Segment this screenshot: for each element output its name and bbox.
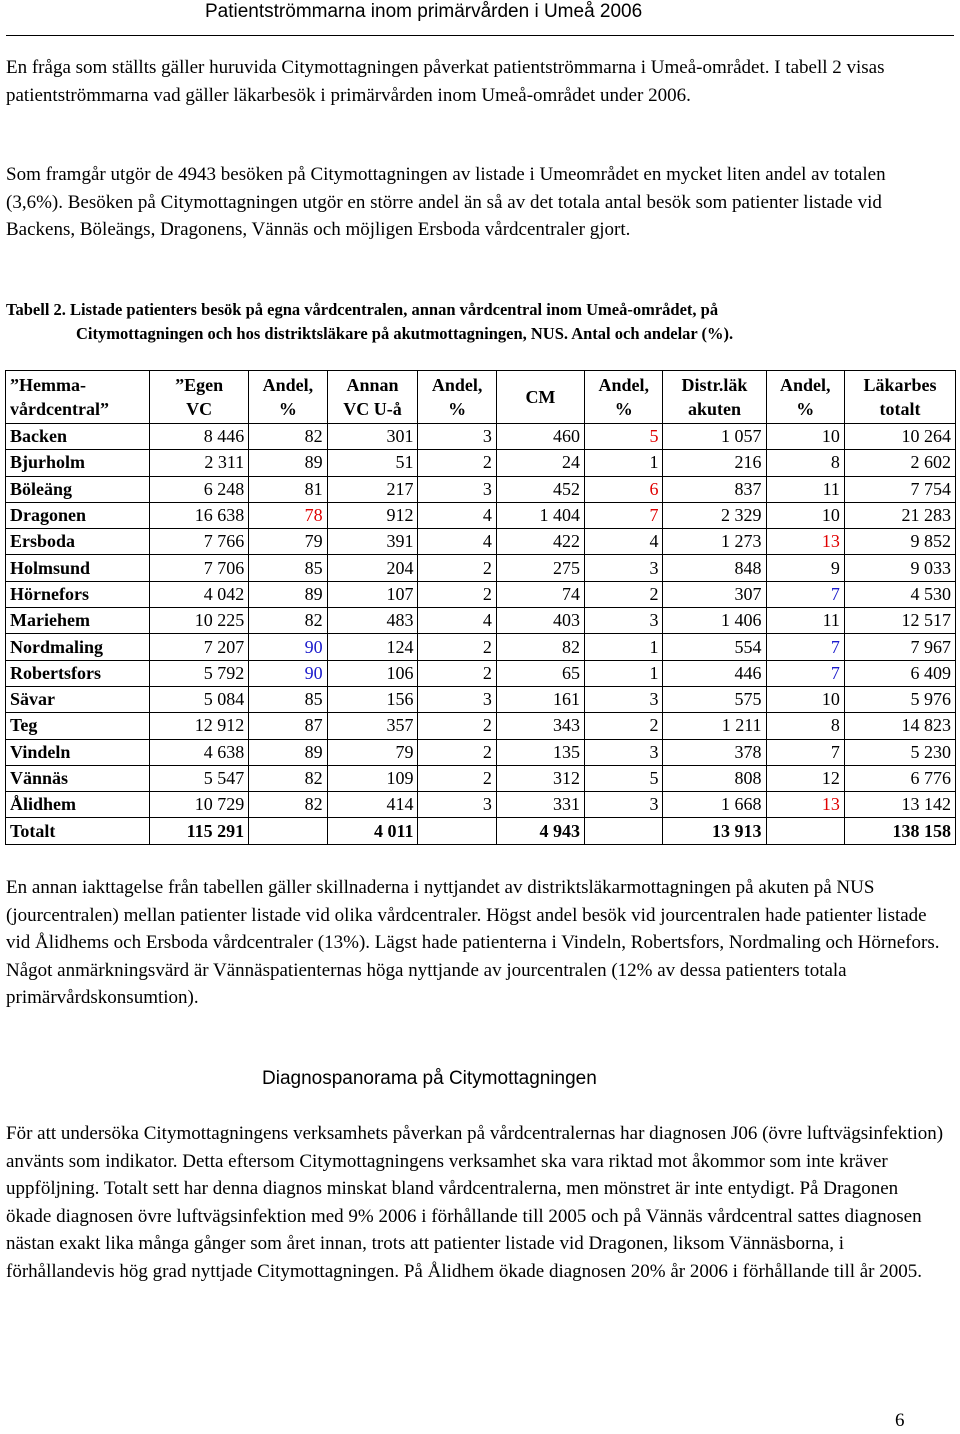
table-cell: 378 bbox=[663, 739, 766, 765]
table-cell: 10 bbox=[766, 502, 844, 528]
page-number: 6 bbox=[895, 1410, 905, 1431]
table-cell: 452 bbox=[496, 476, 584, 502]
paragraph-diagnosis: För att undersöka Citymottagningens verksamhets påverkan på vårdcentralernas har diagnosen J06 (övre luftvägsinfektion) använts som indikator. Detta eftersom Citymottagningens verksamhet ska vara riktad mot åkommor som inte kräver uppföljning. Totalt sett har denna diagnos minskat bland vårdcentralerna, men mönstret är inte entydigt. På Dragonen ökade diagnosen övre luftvägsinfektion med 9% 2006 i förhållande till 2005 och på Vännäs vårdcentral sattes diagnosen nästan exakt lika många gånger som året innan, trots att patienter listade vid Dragonen, liksom Vännäsborna, i förhållandevis hög grad nyttjade Citymottagningen. På Ålidhem ökade diagnosen 20% år 2006 i förhållande till år 2005. bbox=[6, 1123, 944, 1282]
table-cell: 78 bbox=[249, 502, 327, 528]
column-header bbox=[766, 371, 844, 424]
table-total-row bbox=[6, 818, 956, 844]
table-cell: 2 bbox=[418, 765, 496, 791]
table-row bbox=[6, 634, 956, 660]
table-cell: 2 bbox=[418, 634, 496, 660]
column-header-line: akuten bbox=[687, 399, 741, 419]
row-label-cell: Ålidhem bbox=[6, 792, 150, 818]
table-row bbox=[6, 424, 956, 450]
table-cell: 3 bbox=[418, 686, 496, 712]
table-cell: 16 638 bbox=[150, 502, 249, 528]
table-cell: 1 bbox=[585, 450, 663, 476]
table-body bbox=[6, 424, 956, 845]
row-label-cell: Mariehem bbox=[6, 608, 150, 634]
column-header-line: % bbox=[614, 399, 633, 419]
row-label-cell: Vindeln bbox=[6, 739, 150, 765]
table-cell: 1 406 bbox=[663, 608, 766, 634]
table-cell: 1 bbox=[585, 660, 663, 686]
row-label-cell: Holmsund bbox=[6, 555, 150, 581]
table-cell: 1 273 bbox=[663, 529, 766, 555]
table-cell: 3 bbox=[418, 476, 496, 502]
table-cell: 3 bbox=[585, 555, 663, 581]
table-cell: 13 bbox=[766, 529, 844, 555]
table-cell: 2 bbox=[418, 713, 496, 739]
table-cell: 14 823 bbox=[844, 713, 955, 739]
table-cell: 7 bbox=[585, 502, 663, 528]
table-cell: 1 668 bbox=[663, 792, 766, 818]
table-cell: 2 bbox=[585, 713, 663, 739]
table-cell: 3 bbox=[585, 608, 663, 634]
column-header bbox=[844, 371, 955, 424]
table-header-row bbox=[6, 371, 956, 424]
column-header-line: Andel, bbox=[262, 375, 314, 395]
table-cell: 81 bbox=[249, 476, 327, 502]
table-cell: 82 bbox=[249, 424, 327, 450]
table-cell bbox=[249, 818, 327, 844]
table-cell: 307 bbox=[663, 581, 766, 607]
table-cell: 5 bbox=[585, 424, 663, 450]
table-cell: 391 bbox=[327, 529, 418, 555]
table-cell: 89 bbox=[249, 581, 327, 607]
table-cell: 13 913 bbox=[663, 818, 766, 844]
table-row bbox=[6, 476, 956, 502]
row-label-cell: Ersboda bbox=[6, 529, 150, 555]
table-caption bbox=[6, 298, 936, 346]
table-cell: 312 bbox=[496, 765, 584, 791]
table-row bbox=[6, 686, 956, 712]
table-cell: 446 bbox=[663, 660, 766, 686]
table-cell: 79 bbox=[249, 529, 327, 555]
table-cell bbox=[418, 818, 496, 844]
table-cell: 10 bbox=[766, 686, 844, 712]
table-cell: 82 bbox=[249, 765, 327, 791]
table-cell: 6 bbox=[585, 476, 663, 502]
table-cell: 837 bbox=[663, 476, 766, 502]
table-cell: 82 bbox=[496, 634, 584, 660]
table-cell: 808 bbox=[663, 765, 766, 791]
table-cell: 554 bbox=[663, 634, 766, 660]
table-cell: 4 530 bbox=[844, 581, 955, 607]
table-cell: 275 bbox=[496, 555, 584, 581]
table-cell: 79 bbox=[327, 739, 418, 765]
table-cell: 7 754 bbox=[844, 476, 955, 502]
table-cell: 9 852 bbox=[844, 529, 955, 555]
column-header-line: VC bbox=[186, 399, 213, 419]
table-cell: 460 bbox=[496, 424, 584, 450]
row-label-cell: Dragonen bbox=[6, 502, 150, 528]
table-row bbox=[6, 608, 956, 634]
table-cell: 1 211 bbox=[663, 713, 766, 739]
paragraph-intro: En fråga som ställts gäller huruvida Citymottagningen påverkat patientströmmarna i Umeå-området. I tabell 2 visas patientströmmarna vad gäller läkarbesök i primärvården inom Umeå-området under 2006. bbox=[6, 57, 885, 106]
column-header bbox=[150, 371, 249, 424]
table-cell: 11 bbox=[766, 608, 844, 634]
table-row bbox=[6, 581, 956, 607]
table-cell: 1 404 bbox=[496, 502, 584, 528]
table-cell: 10 264 bbox=[844, 424, 955, 450]
table-cell: 12 517 bbox=[844, 608, 955, 634]
table-cell: 331 bbox=[496, 792, 584, 818]
table-cell: 6 409 bbox=[844, 660, 955, 686]
table-cell: 74 bbox=[496, 581, 584, 607]
table-cell: 7 706 bbox=[150, 555, 249, 581]
table-cell: 89 bbox=[249, 739, 327, 765]
table-cell: 12 bbox=[766, 765, 844, 791]
row-label-cell: Backen bbox=[6, 424, 150, 450]
table-cell: 483 bbox=[327, 608, 418, 634]
table-cell: 2 bbox=[418, 450, 496, 476]
table-cell: 7 207 bbox=[150, 634, 249, 660]
row-label-cell: Hörnefors bbox=[6, 581, 150, 607]
table-cell: 8 bbox=[766, 450, 844, 476]
table-cell: 2 311 bbox=[150, 450, 249, 476]
table-cell: 4 011 bbox=[327, 818, 418, 844]
table-row bbox=[6, 529, 956, 555]
row-label-cell: Vännäs bbox=[6, 765, 150, 791]
table-caption-line-2: Citymottagningen och hos distriktsläkare på akutmottagningen, NUS. Antal och andelar (%). bbox=[76, 324, 734, 343]
column-header-line: % bbox=[796, 399, 815, 419]
table-cell: 21 283 bbox=[844, 502, 955, 528]
table-cell: 82 bbox=[249, 792, 327, 818]
table-row bbox=[6, 765, 956, 791]
table-cell: 4 638 bbox=[150, 739, 249, 765]
table-cell: 109 bbox=[327, 765, 418, 791]
table-cell: 7 bbox=[766, 660, 844, 686]
column-header-line: Andel, bbox=[598, 375, 649, 395]
table-row bbox=[6, 792, 956, 818]
row-label-cell: Bjurholm bbox=[6, 450, 150, 476]
table-cell: 8 446 bbox=[150, 424, 249, 450]
column-header bbox=[6, 371, 150, 424]
column-header-line: Andel, bbox=[779, 375, 831, 395]
row-label-cell: Teg bbox=[6, 713, 150, 739]
column-header-line: ”Hemma- bbox=[10, 375, 86, 395]
table-cell: 575 bbox=[663, 686, 766, 712]
table-cell: 161 bbox=[496, 686, 584, 712]
table-cell: 8 bbox=[766, 713, 844, 739]
table-row bbox=[6, 660, 956, 686]
column-header-line: vårdcentral” bbox=[10, 399, 109, 419]
table-cell: 357 bbox=[327, 713, 418, 739]
column-header-line: Annan bbox=[346, 375, 399, 395]
table-cell: 5 bbox=[585, 765, 663, 791]
column-header-line: totalt bbox=[879, 399, 921, 419]
table-cell: 4 bbox=[418, 502, 496, 528]
table-cell: 65 bbox=[496, 660, 584, 686]
table-cell: 848 bbox=[663, 555, 766, 581]
running-header: Patientströmmarna inom primärvården i Umeå 2006 bbox=[205, 1, 643, 22]
table-cell: 13 bbox=[766, 792, 844, 818]
paragraph-jourcentral: En annan iakttagelse från tabellen gäller skillnaderna i nyttjandet av distriktsläkarmottagningen på akuten på NUS (jourcentralen) mellan patienter listade vid olika vårdcentraler. Högst andel besök vid jourcentralen hade patienter listade vid Ålidhems och Ersboda vårdcentraler (13%). Lägst hade patienterna i Vindeln, Robertsfors, Nordmaling och Hörnefors. Något anmärkningsvärd är Vännäspatienternas höga nyttjande av jourcentralen (12% av dessa patienters totala primärvårdskonsumtion). bbox=[6, 877, 940, 1008]
table-cell: 7 bbox=[766, 634, 844, 660]
table-cell: 124 bbox=[327, 634, 418, 660]
table-cell: 7 bbox=[766, 581, 844, 607]
table-cell: 216 bbox=[663, 450, 766, 476]
table-row bbox=[6, 502, 956, 528]
column-header-line: ”Egen bbox=[175, 375, 224, 395]
table-cell: 89 bbox=[249, 450, 327, 476]
table-cell: 4 042 bbox=[150, 581, 249, 607]
table-cell: 2 bbox=[418, 660, 496, 686]
column-header bbox=[249, 371, 327, 424]
table-cell: 7 766 bbox=[150, 529, 249, 555]
table-cell: 10 729 bbox=[150, 792, 249, 818]
table-cell: 3 bbox=[585, 792, 663, 818]
table-cell: 5 084 bbox=[150, 686, 249, 712]
table-cell: 4 943 bbox=[496, 818, 584, 844]
column-header-line: VC U-å bbox=[343, 399, 402, 419]
table-cell: 85 bbox=[249, 686, 327, 712]
table-cell: 5 230 bbox=[844, 739, 955, 765]
column-header-line: % bbox=[448, 399, 467, 419]
paragraph-citymottagningen-share bbox=[6, 161, 946, 244]
table-cell: 106 bbox=[327, 660, 418, 686]
table-cell: 7 967 bbox=[844, 634, 955, 660]
table-cell: 51 bbox=[327, 450, 418, 476]
table-cell: 1 057 bbox=[663, 424, 766, 450]
section-heading: Diagnospanorama på Citymottagningen bbox=[262, 1068, 597, 1089]
table-cell: 6 248 bbox=[150, 476, 249, 502]
table-cell: 2 602 bbox=[844, 450, 955, 476]
table-cell: 107 bbox=[327, 581, 418, 607]
table-cell: 912 bbox=[327, 502, 418, 528]
column-header bbox=[496, 371, 584, 424]
column-header bbox=[327, 371, 418, 424]
table-cell: 7 bbox=[766, 739, 844, 765]
table-cell: 2 bbox=[418, 739, 496, 765]
table-cell: 12 912 bbox=[150, 713, 249, 739]
column-header-line: Läkarbes bbox=[863, 375, 937, 395]
header-rule bbox=[6, 35, 954, 36]
table-cell: 1 bbox=[585, 634, 663, 660]
table-cell: 90 bbox=[249, 634, 327, 660]
table-cell: 2 bbox=[418, 581, 496, 607]
column-header-line: Distr.läk bbox=[681, 375, 748, 395]
row-label-cell: Böleäng bbox=[6, 476, 150, 502]
table-cell: 422 bbox=[496, 529, 584, 555]
table-cell: 2 329 bbox=[663, 502, 766, 528]
table-cell: 9 033 bbox=[844, 555, 955, 581]
row-label-cell: Totalt bbox=[6, 818, 150, 844]
table-cell: 90 bbox=[249, 660, 327, 686]
table-cell: 5 547 bbox=[150, 765, 249, 791]
column-header bbox=[418, 371, 496, 424]
table-row bbox=[6, 450, 956, 476]
table-cell: 13 142 bbox=[844, 792, 955, 818]
table-cell bbox=[766, 818, 844, 844]
table-cell: 3 bbox=[418, 792, 496, 818]
table-cell: 24 bbox=[496, 450, 584, 476]
patient-visits-table bbox=[5, 370, 956, 845]
table-row bbox=[6, 713, 956, 739]
table-cell: 3 bbox=[585, 739, 663, 765]
column-header bbox=[663, 371, 766, 424]
table-cell: 5 976 bbox=[844, 686, 955, 712]
table-cell: 82 bbox=[249, 608, 327, 634]
table-cell: 138 158 bbox=[844, 818, 955, 844]
table-cell: 6 776 bbox=[844, 765, 955, 791]
table-cell: 115 291 bbox=[150, 818, 249, 844]
table-cell: 403 bbox=[496, 608, 584, 634]
table-cell: 9 bbox=[766, 555, 844, 581]
table-cell: 2 bbox=[585, 581, 663, 607]
table-cell bbox=[585, 818, 663, 844]
table-cell: 414 bbox=[327, 792, 418, 818]
table-cell: 4 bbox=[418, 529, 496, 555]
table-cell: 217 bbox=[327, 476, 418, 502]
table-cell: 87 bbox=[249, 713, 327, 739]
table-cell: 156 bbox=[327, 686, 418, 712]
column-header-line: CM bbox=[525, 387, 556, 407]
paragraph-citymottagningen-share-text: Som framgår utgör de 4943 besöken på Citymottagningen av listade i Umeområdet en mycket liten andel av totalen (3,6%). Besöken på Citymottagningen utgör en större andel än så av det totala antal besök som patienter listade vid Backens, Böleängs, Dragonens, Vännäs och möjligen Ersboda vårdcentraler gjort. bbox=[6, 164, 886, 240]
column-header-line: Andel, bbox=[431, 375, 483, 395]
column-header bbox=[585, 371, 663, 424]
table-cell: 11 bbox=[766, 476, 844, 502]
row-label-cell: Robertsfors bbox=[6, 660, 150, 686]
row-label-cell: Sävar bbox=[6, 686, 150, 712]
table-cell: 301 bbox=[327, 424, 418, 450]
table-cell: 85 bbox=[249, 555, 327, 581]
table-cell: 4 bbox=[418, 608, 496, 634]
table-cell: 135 bbox=[496, 739, 584, 765]
table-cell: 3 bbox=[585, 686, 663, 712]
table-cell: 3 bbox=[418, 424, 496, 450]
table-cell: 343 bbox=[496, 713, 584, 739]
table-row bbox=[6, 555, 956, 581]
table-cell: 2 bbox=[418, 555, 496, 581]
table-cell: 4 bbox=[585, 529, 663, 555]
column-header-line: % bbox=[278, 399, 297, 419]
table-cell: 10 225 bbox=[150, 608, 249, 634]
table-cell: 10 bbox=[766, 424, 844, 450]
table-row bbox=[6, 739, 956, 765]
row-label-cell: Nordmaling bbox=[6, 634, 150, 660]
table-cell: 5 792 bbox=[150, 660, 249, 686]
table-caption-line-1: Tabell 2. Listade patienters besök på egna vårdcentralen, annan vårdcentral inom Umeå-området, på bbox=[6, 300, 719, 319]
table-cell: 204 bbox=[327, 555, 418, 581]
